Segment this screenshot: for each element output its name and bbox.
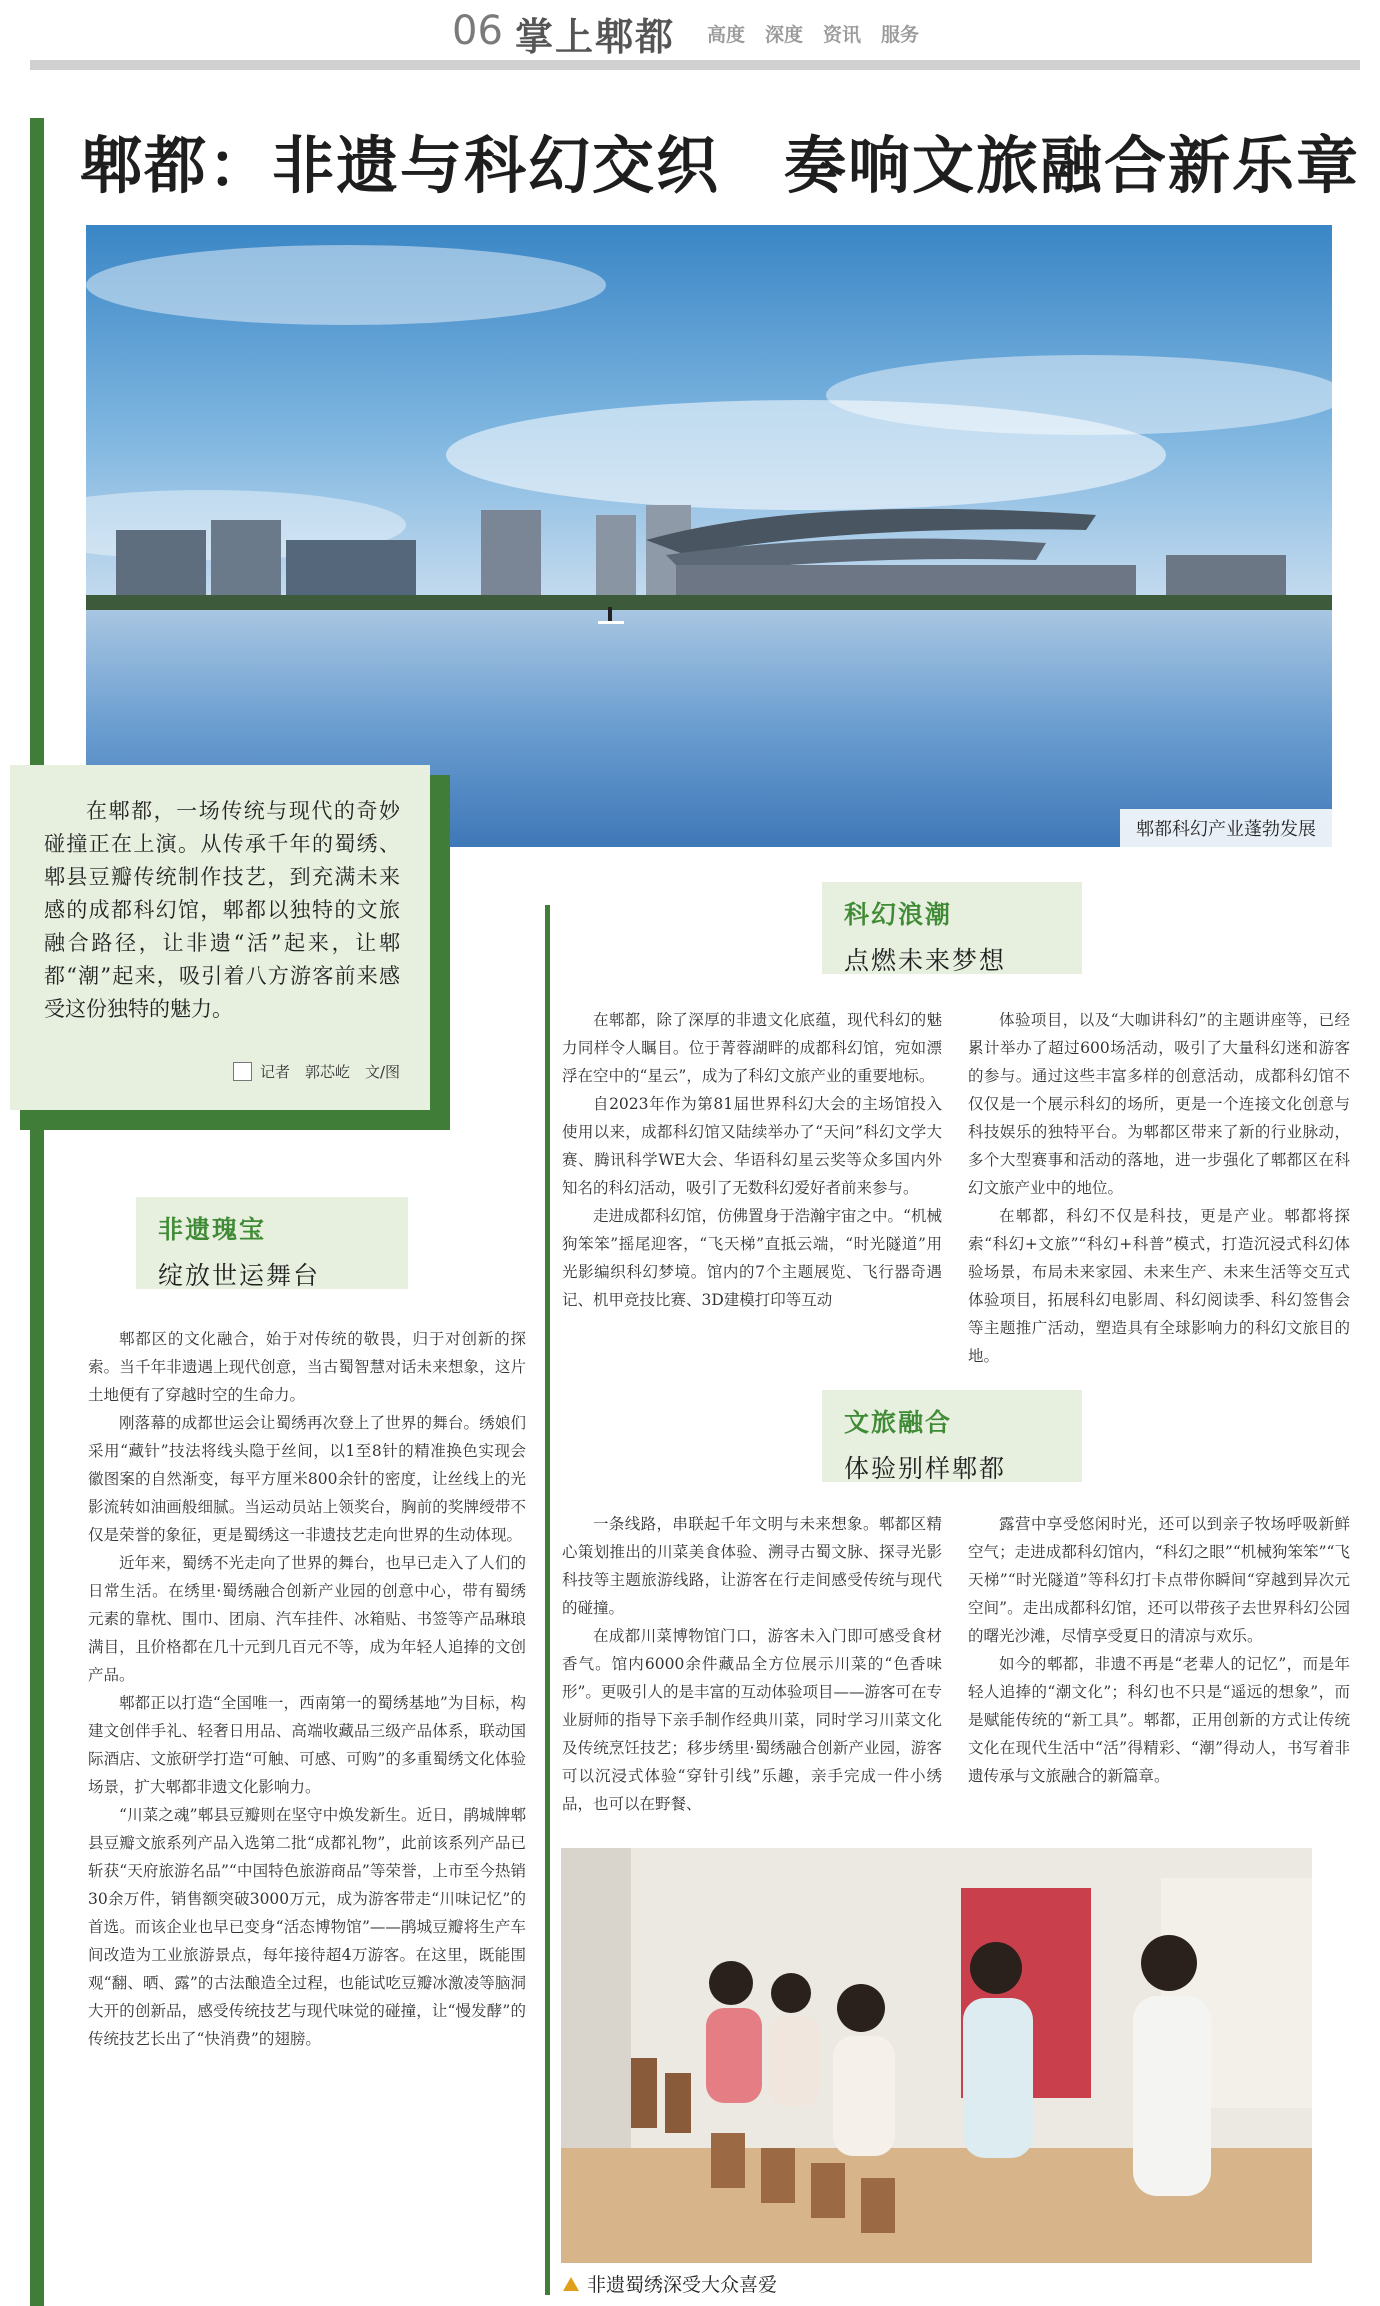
page-number: 06	[452, 8, 503, 54]
scifi-paragraph: 体验项目，以及“大咖讲科幻”的主题讲座等，已经累计举办了超过600场活动，吸引了大量科幻迷和游客的参与。通过这些丰富多样的创意活动，成都科幻馆不仅仅是一个展示科幻的场所，更是一个连接文化创意与科技娱乐的独特平台。为郫都区带来了新的行业脉动，多个大型赛事和活动的落地，进一步强化了郫都区在科幻文旅产业中的地位。	[968, 1011, 1350, 1197]
header-nav	[707, 20, 919, 47]
scifi-paragraph: 走进成都科幻馆，仿佛置身于浩瀚宇宙之中。“机械狗笨笨”摇尾迎客，“飞天梯”直抵云端，“时光隧道”用光影编织科幻梦境。馆内的7个主题展览、飞行器奇遇记、机甲竞技比赛、3D建模打印等互动	[562, 1207, 942, 1309]
fusion-column-1	[562, 1510, 942, 1818]
heritage-column	[88, 1325, 526, 2053]
section-name: 掌上郫都	[515, 15, 676, 59]
scifi-paragraph: 自2023年作为第81届世界科幻大会的主场馆投入使用以来，成都科幻馆又陆续举办了“天问”科幻文学大赛、腾讯科学WE大会、华语科幻星云奖等众多国内外知名的科幻活动，吸引了无数科幻爱好者前来参与。	[562, 1095, 942, 1197]
scifi-paragraph: 在郫都，除了深厚的非遗文化底蕴，现代科幻的魅力同样令人瞩目。位于菁蓉湖畔的成都科幻馆，宛如漂浮在空中的“星云”，成为了科幻文旅产业的重要地标。	[562, 1011, 942, 1085]
embroidery-photo-illustration	[561, 1848, 1312, 2263]
intro-credit	[233, 1061, 400, 1082]
green-frame-left	[30, 118, 44, 2306]
fusion-kicker: 文旅融合	[844, 1408, 953, 1437]
fusion-title: 体验别样郫都	[844, 1454, 1007, 1483]
embroidery-photo-caption	[563, 2270, 777, 2297]
heritage-paragraph: 刚落幕的成都世运会让蜀绣再次登上了世界的舞台。绣娘们采用“藏针”技法将线头隐于丝间，以1至8针的精准换色实现会徽图案的自然渐变，每平方厘米800余针的密度，让丝线上的光影流转如油画般细腻。当运动员站上领奖台，胸前的奖牌绶带不仅是荣誉的象征，更是蜀绣这一非遗技艺走向世界的生动体现。	[88, 1414, 526, 1544]
heritage-paragraph: 郫都区的文化融合，始于对传统的敬畏，归于对创新的探索。当千年非遗遇上现代创意，当古蜀智慧对话未来想象，这片土地便有了穿越时空的生命力。	[88, 1330, 526, 1404]
scifi-kicker: 科幻浪潮	[844, 900, 953, 929]
section-head-scifi	[822, 882, 1082, 974]
scifi-title: 点燃未来梦想	[844, 946, 1007, 975]
intro-box	[10, 765, 430, 1110]
embroidery-photo	[561, 1848, 1312, 2263]
hero-photo	[86, 225, 1332, 847]
hero-caption: 郫都科幻产业蓬勃发展	[1120, 809, 1332, 847]
heritage-paragraph: 近年来，蜀绣不光走向了世界的舞台，也早已走入了人们的日常生活。在绣里·蜀绣融合创新产业园的创意中心，带有蜀绣元素的靠枕、围巾、团扇、汽车挂件、冰箱贴、书签等产品琳琅满目，且价格都在几十元到几百元不等，成为年轻人追捧的文创产品。	[88, 1554, 526, 1684]
intro-credit-text: 记者 郭芯屹 文/图	[259, 1063, 400, 1081]
hero-photo-illustration	[86, 225, 1332, 847]
heritage-kicker: 非遗瑰宝	[158, 1215, 267, 1244]
nav-item-height[interactable]: 高度	[707, 24, 746, 46]
fusion-paragraph: 露营中享受悠闲时光，还可以到亲子牧场呼吸新鲜空气；走进成都科幻馆内，“科幻之眼”“机械狗笨笨”“飞天梯”“时光隧道”等科幻打卡点带你瞬间“穿越到异次元空间”。走出成都科幻馆，还可以带孩子去世界科幻公园的曙光沙滩，尽情享受夏日的清凉与欢乐。	[968, 1515, 1350, 1645]
fusion-paragraph: 一条线路，串联起千年文明与未来想象。郫都区精心策划推出的川菜美食体验、溯寻古蜀文脉、探寻光影科技等主题旅游线路，让游客在行走间感受传统与现代的碰撞。	[562, 1515, 942, 1617]
header-rule	[30, 60, 1360, 70]
section-head-heritage	[136, 1197, 408, 1289]
headline: 郫都：非遗与科幻交织 奏响文旅融合新乐章	[80, 129, 1361, 202]
section-head-fusion	[822, 1390, 1082, 1482]
nav-item-depth[interactable]: 深度	[765, 24, 804, 46]
embroidery-caption-text: 非遗蜀绣深受大众喜爱	[587, 2274, 778, 2296]
credit-box-icon	[233, 1062, 252, 1081]
scifi-column-1	[562, 1006, 942, 1314]
caption-triangle-icon	[563, 2277, 579, 2291]
scifi-column-2	[968, 1006, 1350, 1370]
fusion-column-2	[968, 1510, 1350, 1790]
heritage-title: 绽放世运舞台	[158, 1261, 321, 1290]
heritage-paragraph: 郫都正以打造“全国唯一，西南第一的蜀绣基地”为目标，构建文创伴手礼、轻奢日用品、高端收藏品三级产品体系，联动国际酒店、文旅研学打造“可触、可感、可购”的多重蜀绣文化体验场景，扩大郫都非遗文化影响力。	[88, 1694, 526, 1796]
intro-text: 在郫都，一场传统与现代的奇妙碰撞正在上演。从传承千年的蜀绣、郫县豆瓣传统制作技艺，到充满未来感的成都科幻馆，郫都以独特的文旅融合路径，让非遗“活”起来，让郫都“潮”起来，吸引着八方游客前来感受这份独特的魅力。	[44, 799, 400, 1021]
fusion-paragraph: 在成都川菜博物馆门口，游客未入门即可感受食材香气。馆内6000余件藏品全方位展示川菜的“色香味形”。更吸引人的是丰富的互动体验项目——游客可在专业厨师的指导下亲手制作经典川菜，同时学习川菜文化及传统烹饪技艺；移步绣里·蜀绣融合创新产业园，游客可以沉浸式体验“穿针引线”乐趣，亲手完成一件小绣品，也可以在野餐、	[562, 1627, 942, 1813]
nav-item-service[interactable]: 服务	[881, 24, 920, 46]
nav-item-news[interactable]: 资讯	[823, 24, 862, 46]
heritage-paragraph: “川菜之魂”郫县豆瓣则在坚守中焕发新生。近日，鹃城牌郫县豆瓣文旅系列产品入选第二批“成都礼物”，此前该系列产品已斩获“天府旅游名品”“中国特色旅游商品”等荣誉，上市至今热销30余万件，销售额突破3000万元，成为游客带走“川味记忆”的首选。而该企业也早已变身“活态博物馆”——鹃城豆瓣将生产车间改造为工业旅游景点，每年接待超4万游客。在这里，既能围观“翻、晒、露”的古法酿造全过程，也能试吃豆瓣冰激凌等脑洞大开的创新品，感受传统技艺与现代味觉的碰撞，让“慢发酵”的传统技艺长出了“快消费”的翅膀。	[88, 1806, 526, 2048]
scifi-paragraph: 在郫都，科幻不仅是科技，更是产业。郫都将探索“科幻+文旅”“科幻+科普”模式，打造沉浸式科幻体验场景，布局未来家园、未来生产、未来生活等交互式体验项目，拓展科幻电影周、科幻阅读季、科幻签售会等主题推广活动，塑造具有全球影响力的科幻文旅目的地。	[968, 1207, 1350, 1365]
fusion-paragraph: 如今的郫都，非遗不再是“老辈人的记忆”，而是年轻人追捧的“潮文化”；科幻也不只是“遥远的想象”，而是赋能传统的“新工具”。郫都，正用创新的方式让传统文化在现代生活中“活”得精彩、“潮”得动人，书写着非遗传承与文旅融合的新篇章。	[968, 1655, 1350, 1785]
green-column-divider	[545, 905, 550, 2295]
